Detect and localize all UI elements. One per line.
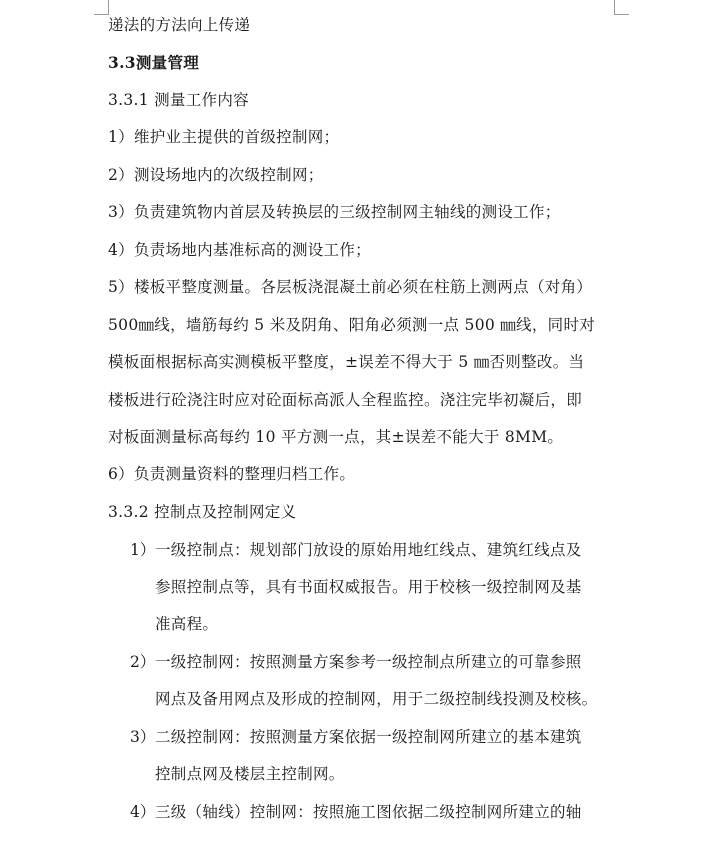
definition-1-line-2: 参照控制点等，具有书面权威报告。用于校核一级控制网及基 xyxy=(155,578,582,596)
page-corner-mark-left xyxy=(94,0,109,15)
definition-number-1: 1） xyxy=(130,541,156,559)
definition-3-line-2: 控制点网及楼层主控制网。 xyxy=(155,765,345,783)
definition-3-line-1: 二级控制网：按照测量方案依据一级控制网所建立的基本建筑 xyxy=(155,728,582,746)
list-item-5-line-4: 楼板进行砼浇注时应对砼面标高派人全程监控。浇注完毕初凝后，即 xyxy=(108,391,583,409)
definition-2-line-1: 一级控制网：按照测量方案参考一级控制点所建立的可靠参照 xyxy=(155,653,582,671)
list-item-2: 2）测设场地内的次级控制网； xyxy=(108,166,324,184)
page-corner-mark-right xyxy=(614,0,629,15)
list-item-6: 6）负责测量资料的整理归档工作。 xyxy=(108,465,356,483)
definition-1-line-3: 准高程。 xyxy=(155,615,219,633)
list-item-3: 3）负责建筑物内首层及转换层的三级控制网主轴线的测设工作； xyxy=(108,203,561,221)
list-item-4: 4）负责场地内基准标高的测设工作； xyxy=(108,241,371,259)
list-item-5-line-1: 5）楼板平整度测量。各层板浇混凝土前必须在柱筋上测两点（对角） xyxy=(108,278,593,296)
definition-number-4: 4） xyxy=(130,803,156,821)
list-item-1: 1）维护业主提供的首级控制网； xyxy=(108,128,340,146)
definition-2-line-2: 网点及备用网点及形成的控制网，用于二级控制线投测及校核。 xyxy=(155,690,598,708)
list-item-5-line-2: 500㎜线，墙筋每约 5 米及阴角、阳角必须测一点 500 ㎜线，同时对 xyxy=(108,316,596,334)
subsection-heading-3-3-2: 3.3.2 控制点及控制网定义 xyxy=(108,503,297,521)
subsection-heading-3-3-1: 3.3.1 测量工作内容 xyxy=(108,91,249,109)
list-item-5-line-5: 对板面测量标高每约 10 平方测一点，其±误差不能大于 8MM。 xyxy=(108,428,564,446)
definition-number-3: 3） xyxy=(130,728,156,746)
section-heading-3-3: 3.3测量管理 xyxy=(108,53,200,72)
definition-number-2: 2） xyxy=(130,653,156,671)
text-line-continuation: 递法的方法向上传递 xyxy=(108,16,251,34)
definition-1-line-1: 一级控制点：规划部门放设的原始用地红线点、建筑红线点及 xyxy=(155,541,582,559)
definition-4-line-1: 三级（轴线）控制网：按照施工图依据二级控制网所建立的轴 xyxy=(155,803,582,821)
list-item-5-line-3: 模板面根据标高实测模板平整度，±误差不得大于 5 ㎜否则整改。当 xyxy=(108,353,585,371)
